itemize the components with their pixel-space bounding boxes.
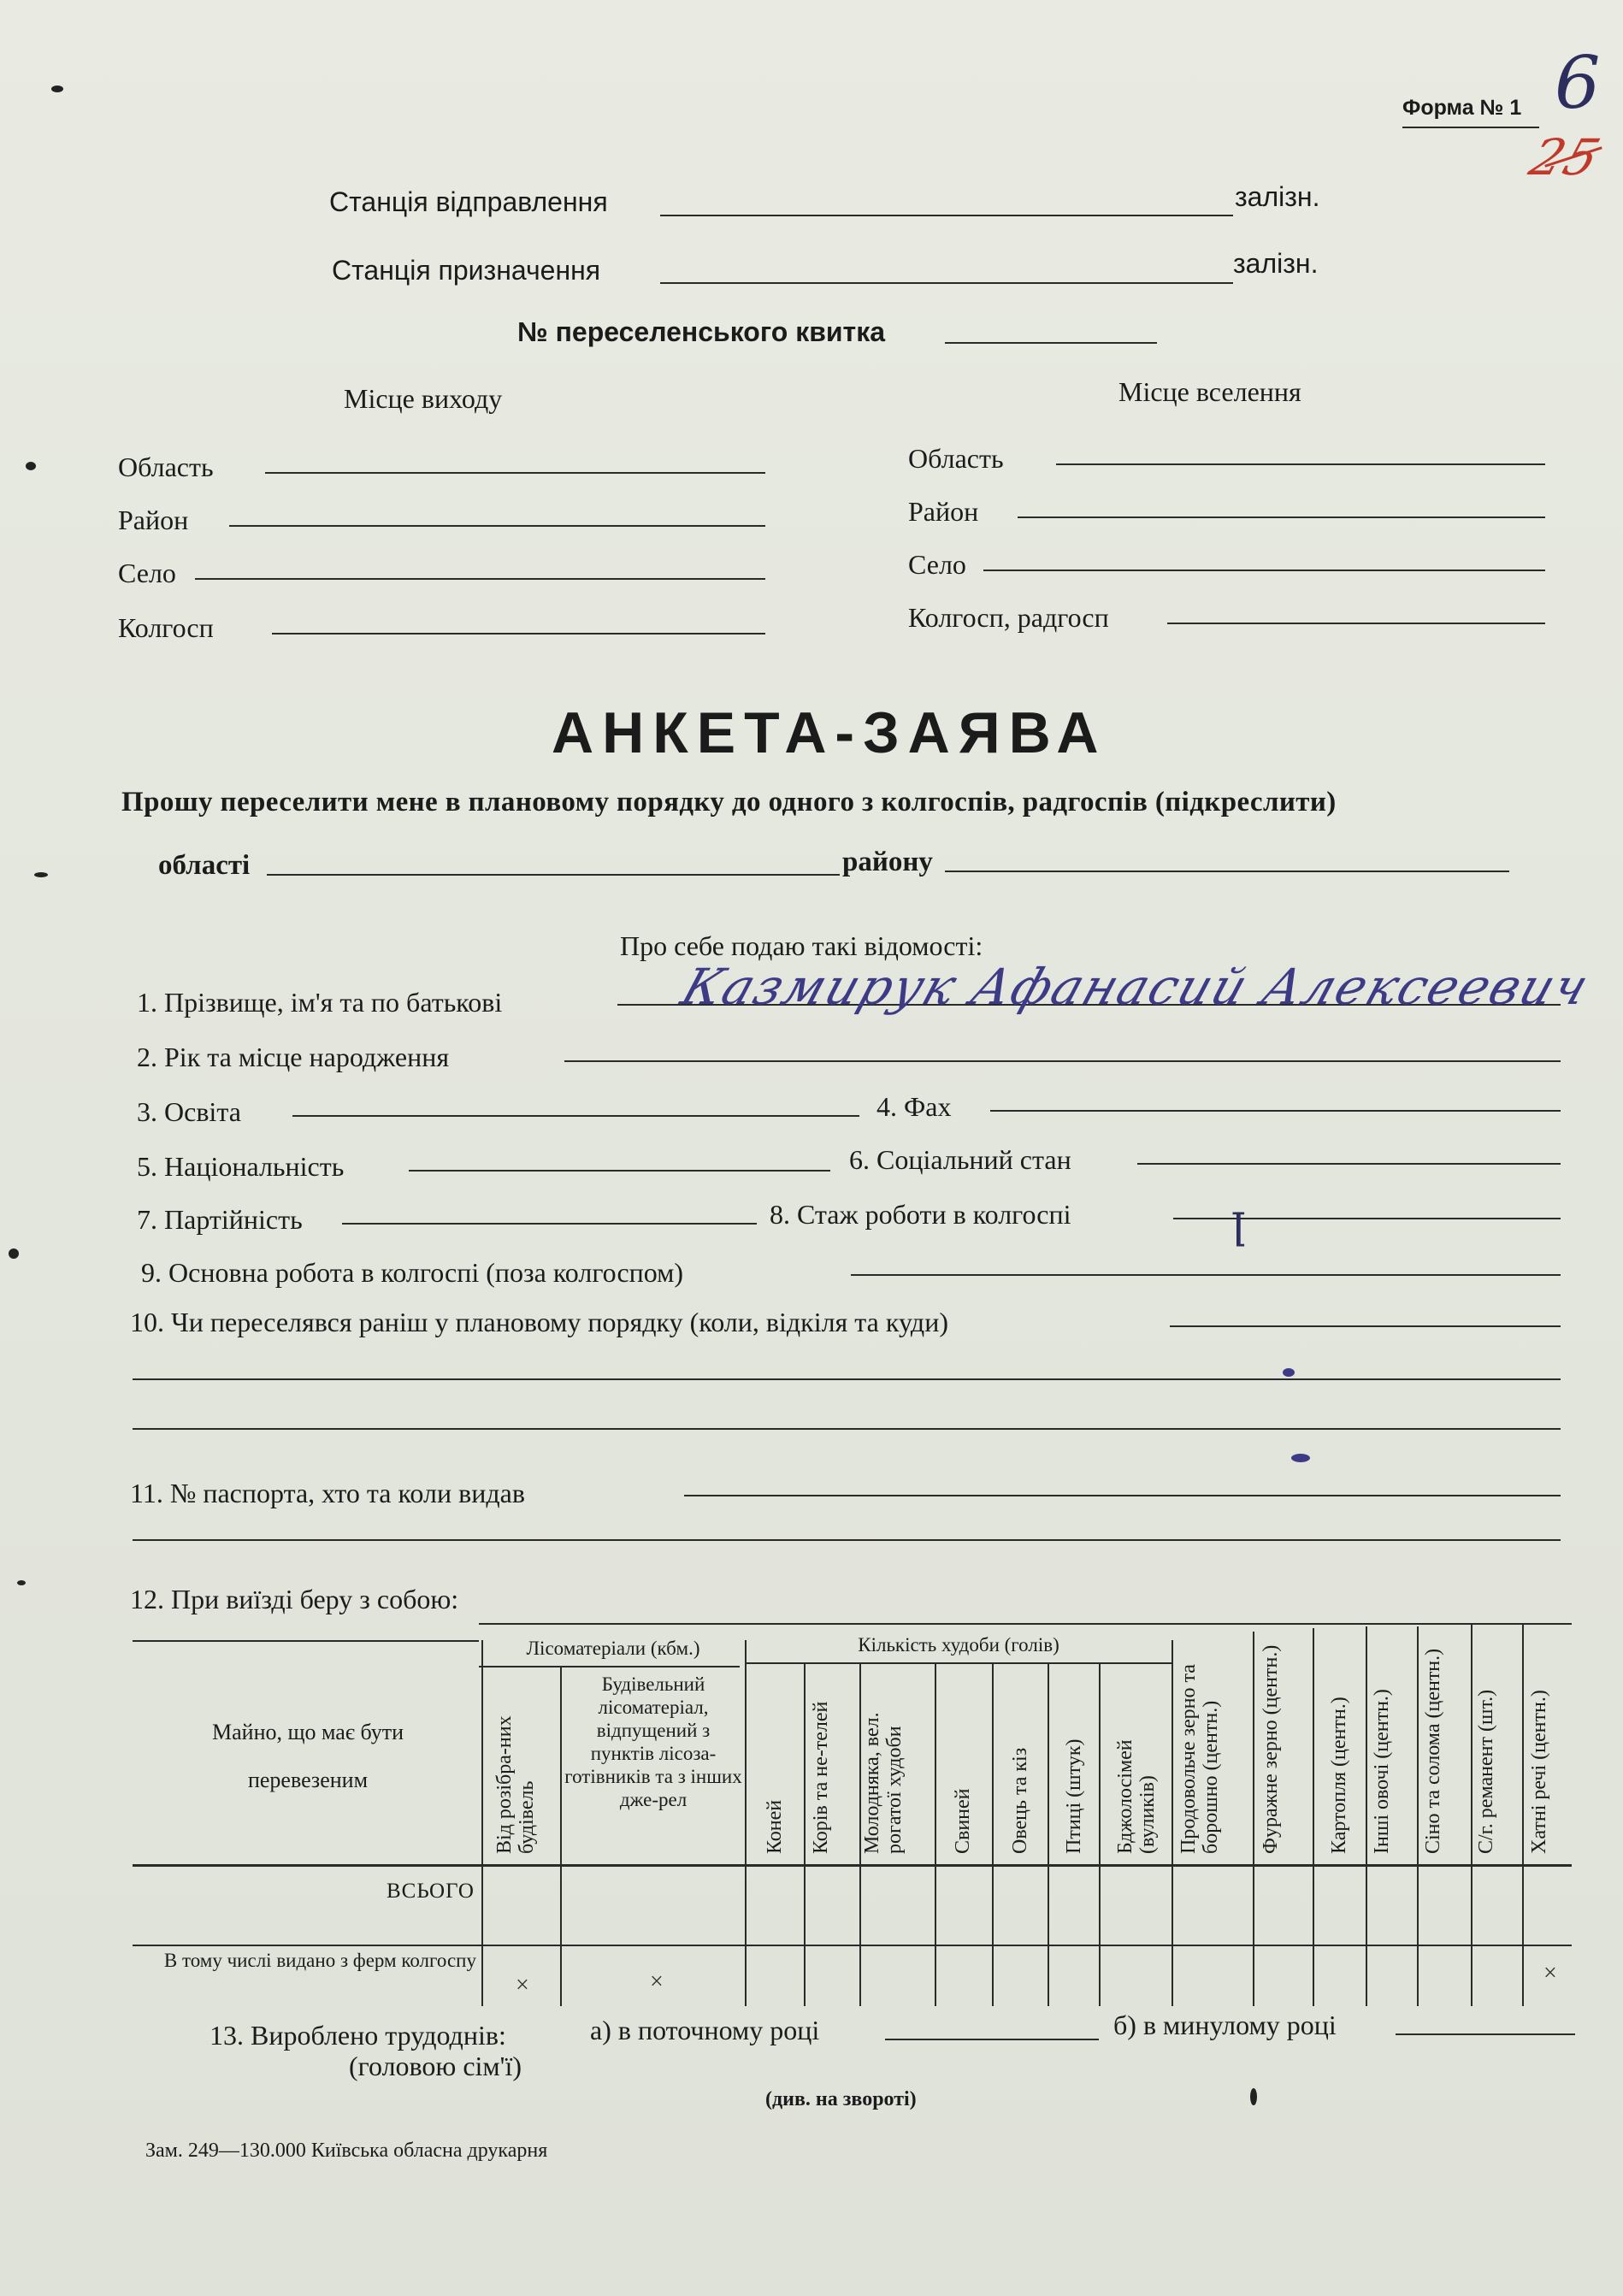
col-building-lumber-header: Будівельний лісоматеріал, відпущений з пунктів лісоза-готівників та з інших дже-рел [564, 1673, 742, 1810]
origin-title: Місце виходу [344, 383, 503, 414]
row-farm-label: В тому числі видано з ферм колгоспу [163, 1950, 476, 1971]
origin-selo-line [195, 578, 765, 580]
destination-station-label: Станція призначення [332, 255, 601, 286]
q4-label: 4. Фах [876, 1091, 952, 1122]
departure-station-label: Станція відправлення [329, 186, 608, 217]
ink-speck [1283, 1368, 1295, 1377]
destination-station-line [660, 282, 1233, 284]
col-line [1048, 1662, 1049, 2006]
col-line [935, 1662, 936, 2006]
col-line [745, 1640, 747, 2006]
col-line [804, 1662, 806, 2006]
q13-sub: (головою сім'ї) [349, 2051, 522, 2081]
lumber-group-line [479, 1666, 740, 1667]
q3-label: 3. Освіта [137, 1096, 241, 1127]
q5-label: 5. Національність [137, 1151, 345, 1182]
col-food-grain-header: Продовольче зерно та борошно (центн.) [1177, 1664, 1222, 1854]
origin-raion: Район [118, 505, 189, 535]
table-header-bottom [133, 1864, 1572, 1867]
margin-speck [34, 872, 48, 877]
origin-selo: Село [118, 558, 176, 588]
row-total-label: ВСЬОГО [386, 1880, 475, 1903]
ink-speck [1291, 1454, 1310, 1462]
old-page-number: 25 [1522, 128, 1608, 186]
col-line [1313, 1628, 1314, 2006]
col-vegetables-header: Інші овочі (центн.) [1371, 1689, 1393, 1854]
request-raion-line [945, 871, 1509, 872]
col-line [992, 1662, 994, 2006]
col-line [1366, 1626, 1367, 2006]
table-row-divider [133, 1945, 1572, 1946]
request-raion-label: району [842, 847, 933, 877]
q2-line [564, 1060, 1561, 1062]
col-household-header: Хатні речі (центн.) [1528, 1690, 1550, 1854]
q7-line [342, 1223, 757, 1225]
settlement-selo-line [983, 570, 1545, 571]
departure-station-suffix: залізн. [1235, 181, 1320, 212]
col-line [1417, 1626, 1419, 2006]
origin-kolhosp: Колгосп [118, 612, 214, 643]
q10-label: 10. Чи переселявся раніш у плановому порядку (коли, відкіля та куди) [130, 1307, 948, 1337]
page-number: 6 [1555, 41, 1602, 125]
q3-line [292, 1115, 859, 1117]
q13-previous: б) в минулому році [1113, 2010, 1337, 2040]
q6-line [1137, 1163, 1561, 1165]
request-oblast-label: області [158, 850, 251, 881]
livestock-group-header: Кількість худоби (голів) [858, 1634, 1059, 1656]
col-line [1099, 1662, 1101, 2006]
settlement-kolhosp: Колгосп, радгосп [908, 602, 1109, 633]
settlement-raion-line [1018, 516, 1545, 518]
col-sheep-header: Овець та кіз [1009, 1747, 1031, 1854]
form-number: Форма № 1 [1402, 96, 1522, 120]
ticket-line [945, 342, 1157, 344]
settlement-oblast: Область [908, 443, 1004, 474]
q5-line [409, 1170, 830, 1172]
col-line [481, 1640, 483, 2006]
col-potatoes-header: Картопля (центн.) [1328, 1697, 1350, 1854]
col-line [1471, 1625, 1473, 2006]
q13-label: 13. Вироблено трудоднів: [210, 2020, 506, 2051]
request-oblast-line [267, 874, 840, 876]
col-hay-header: Сіно та солома (центн.) [1422, 1648, 1444, 1854]
settlement-title: Місце вселення [1118, 376, 1301, 407]
col-bees-header: Бджолосімей (вуликів) [1114, 1739, 1159, 1854]
ticket-label: № переселенського квитка [517, 316, 886, 347]
col-dismantled-header: Від розібра-них будівель [493, 1715, 538, 1854]
q12-label: 12. При виїзді беру з собою: [130, 1584, 459, 1614]
q9-label: 9. Основна робота в колгоспі (поза колгоспом) [141, 1257, 684, 1288]
col-equipment-header: С/г. реманент (шт.) [1475, 1689, 1497, 1854]
col-pigs-header: Свиней [952, 1788, 974, 1854]
document-title: АНКЕТА-ЗАЯВА [552, 700, 1107, 765]
col-line [560, 1666, 562, 2006]
col-birds-header: Птиці (штук) [1063, 1738, 1085, 1854]
origin-raion-line [229, 525, 765, 527]
row-farm-cross-3: × [1543, 1960, 1557, 1986]
departure-station-line [660, 215, 1233, 216]
intro-text: Про себе подаю такі відомості: [620, 930, 983, 961]
settlement-raion: Район [908, 496, 979, 527]
margin-speck [9, 1248, 19, 1259]
col-young-header: Молодняка, вел. рогатої худоби [861, 1712, 906, 1854]
settlement-selo: Село [908, 549, 966, 580]
col-line [1253, 1632, 1254, 2006]
table-top-left-line [133, 1640, 479, 1642]
col-line [1172, 1640, 1173, 2006]
q13-previous-line [1396, 2033, 1575, 2035]
origin-oblast: Область [118, 452, 214, 482]
margin-speck [17, 1580, 26, 1585]
printer-note: Зам. 249—130.000 Київська обласна друкарня [145, 2140, 548, 2162]
col-feed-grain-header: Фуражне зерно (центн.) [1260, 1644, 1282, 1854]
q13-current: а) в поточному році [590, 2015, 820, 2045]
q13-current-line [885, 2039, 1099, 2040]
q4-line [990, 1110, 1561, 1112]
q11-line [684, 1495, 1561, 1496]
row-farm-cross-1: × [516, 1972, 529, 1998]
col-line [1522, 1623, 1524, 2006]
q1-label: 1. Прізвище, ім'я та по батькові [137, 987, 503, 1018]
origin-oblast-line [265, 472, 765, 474]
q10-extra-line-1 [133, 1378, 1561, 1380]
q8-pen-mark: ꞁ [1231, 1197, 1246, 1246]
form-number-underline [1402, 127, 1539, 128]
livestock-group-line [747, 1662, 1172, 1664]
property-header: Майно, що має бути перевезеним [212, 1720, 404, 1792]
lumber-group-header: Лісоматеріали (кбм.) [526, 1638, 700, 1659]
q2-label: 2. Рік та місце народження [137, 1042, 450, 1072]
ink-speck [1250, 2088, 1257, 2105]
q10-line [1170, 1325, 1561, 1327]
q6-label: 6. Соціальний стан [849, 1144, 1071, 1175]
col-horses-header: Коней [764, 1799, 786, 1854]
margin-speck [51, 86, 63, 92]
destination-station-suffix: залізн. [1233, 248, 1319, 279]
q1-answer: Казмирук Афанасий Алексеевич [674, 958, 1597, 1016]
q11-label: 11. № паспорта, хто та коли видав [130, 1478, 525, 1508]
q11-extra-line [133, 1539, 1561, 1541]
table-top-line [479, 1623, 1572, 1625]
margin-speck [26, 462, 36, 470]
settlement-oblast-line [1056, 463, 1545, 465]
property-table [133, 1623, 1572, 2006]
col-cows-header: Корів та не-телей [810, 1701, 832, 1854]
q7-label: 7. Партійність [137, 1204, 303, 1235]
q10-extra-line-2 [133, 1428, 1561, 1430]
request-text: Прошу переселити мене в плановому порядку до одного з колгоспів, радгоспів (підкреслити) [121, 787, 1337, 817]
origin-kolhosp-line [272, 633, 765, 634]
row-farm-cross-2: × [650, 1968, 664, 1995]
see-reverse: (див. на звороті) [765, 2088, 917, 2110]
q9-line [851, 1274, 1561, 1276]
q8-label: 8. Стаж роботи в колгоспі [770, 1199, 1071, 1230]
settlement-kolhosp-line [1167, 623, 1545, 624]
